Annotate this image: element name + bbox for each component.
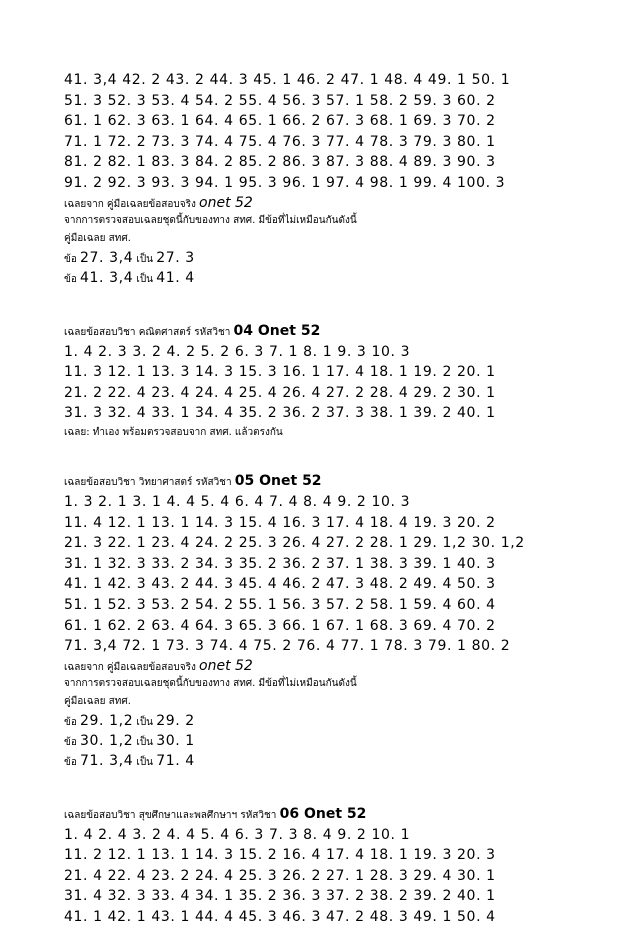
guide-label: คู่มือเฉลย สทศ.	[64, 232, 131, 244]
answer-row: 1. 3 2. 1 3. 1 4. 4 5. 4 6. 4 7. 4 8. 4 9. 2 10. 3	[64, 493, 411, 510]
correction-to: 71. 4	[156, 752, 195, 769]
answer-row: 1. 4 2. 4 3. 2 4. 4 5. 4 6. 3 7. 3 8. 4 9. 2 10. 1	[64, 826, 411, 843]
correction-from: 30. 1,2	[80, 732, 134, 749]
answer-row: 21. 3 22. 1 23. 4 24. 2 25. 3 26. 4 27. 2 28. 1 29. 1,2 30. 1,2	[64, 535, 525, 552]
source-line	[64, 194, 624, 212]
correction-mid: เป็น	[133, 736, 157, 748]
document-page	[64, 70, 624, 928]
answer-row: 31. 4 32. 3 33. 4 34. 1 35. 2 36. 3 37. 2 38. 2 39. 2 40. 1	[64, 888, 496, 905]
correction-from: 41. 3,4	[80, 269, 134, 286]
correction-prefix: ข้อ	[64, 253, 81, 265]
correction-line	[64, 248, 624, 268]
answer-row: 41. 1 42. 3 43. 2 44. 3 45. 4 46. 2 47. 3 48. 2 49. 4 50. 3	[64, 576, 496, 593]
correction-to: 29. 2	[156, 712, 195, 729]
correction-line	[64, 268, 624, 288]
correction-to: 41. 4	[156, 269, 195, 286]
subject-code: 05 Onet 52	[234, 472, 322, 489]
verification-note: จากการตรวจสอบเฉลยชุดนี้กับของทาง สทศ. มีข้อที่ไม่เหมือนกันดังนี้	[64, 214, 357, 226]
correction-prefix: ข้อ	[64, 273, 81, 285]
subject-code: 06 Onet 52	[279, 805, 367, 822]
answer-row: 31. 3 32. 4 33. 1 34. 4 35. 2 36. 2 37. 3 38. 1 39. 2 40. 1	[64, 405, 496, 422]
answer-row: 41. 3,4 42. 2 43. 2 44. 3 45. 1 46. 2 47. 1 48. 4 49. 1 50. 1	[64, 72, 511, 88]
correction-line	[64, 751, 624, 771]
answer-row: 61. 1 62. 2 63. 4 64. 3 65. 3 66. 1 67. 1 68. 3 69. 4 70. 2	[64, 617, 496, 634]
section-heading	[64, 470, 624, 492]
answer-row: 91. 2 92. 3 93. 3 94. 1 95. 3 96. 1 97. 4 98. 1 99. 4 100. 3	[64, 174, 506, 191]
answer-row: 11. 3 12. 1 13. 3 14. 3 15. 3 16. 1 17. 4 18. 1 19. 2 20. 1	[64, 364, 496, 381]
subject-code: 04 Onet 52	[233, 322, 321, 339]
correction-from: 29. 1,2	[80, 712, 134, 729]
correction-prefix: ข้อ	[64, 736, 81, 748]
section-science	[64, 470, 624, 771]
source-onet: onet 52	[199, 657, 253, 674]
source-line	[64, 657, 624, 675]
source-prefix: เฉลยจาก คู่มือเฉลยข้อสอบจริง	[64, 661, 200, 673]
section-health	[64, 803, 624, 928]
answer-row: 21. 4 22. 4 23. 2 24. 4 25. 3 26. 2 27. 1 28. 3 29. 4 30. 1	[64, 867, 496, 884]
answer-row: 71. 1 72. 2 73. 3 74. 4 75. 4 76. 3 77. 4 78. 3 79. 3 80. 1	[64, 133, 496, 150]
answer-row: 11. 4 12. 1 13. 1 14. 3 15. 4 16. 3 17. 4 18. 4 19. 3 20. 2	[64, 514, 496, 531]
answer-row: 21. 2 22. 4 23. 4 24. 4 25. 4 26. 4 27. 2 28. 4 29. 2 30. 1	[64, 384, 496, 401]
correction-to: 27. 3	[156, 249, 195, 266]
answer-row: 51. 3 52. 3 53. 4 54. 2 55. 4 56. 3 57. 1 58. 2 59. 3 60. 2	[64, 92, 496, 109]
guide-label: คู่มือเฉลย สทศ.	[64, 695, 131, 707]
answer-row: 11. 2 12. 1 13. 1 14. 3 15. 2 16. 4 17. 4 18. 1 19. 3 20. 3	[64, 847, 496, 864]
answer-row: 1. 4 2. 3 3. 2 4. 2 5. 2 6. 3 7. 1 8. 1 9. 3 10. 3	[64, 343, 411, 360]
section-heading	[64, 803, 624, 825]
correction-mid: เป็น	[133, 716, 157, 728]
correction-prefix: ข้อ	[64, 716, 81, 728]
correction-prefix: ข้อ	[64, 756, 81, 768]
correction-from: 71. 3,4	[80, 752, 134, 769]
verification-note: จากการตรวจสอบเฉลยชุดนี้กับของทาง สทศ. มีข้อที่ไม่เหมือนกันดังนี้	[64, 677, 357, 689]
section-footer: เฉลย: ทำเอง พร้อมตรวจสอบจาก สทศ. แล้วตรงกัน	[64, 426, 283, 438]
source-prefix: เฉลยจาก คู่มือเฉลยข้อสอบจริง	[64, 198, 200, 210]
answer-row: 61. 1 62. 3 63. 1 64. 4 65. 1 66. 2 67. 3 68. 1 69. 3 70. 2	[64, 113, 496, 130]
heading-text: เฉลยข้อสอบวิชา คณิตศาสตร์ รหัสวิชา	[64, 326, 234, 338]
section-math	[64, 320, 624, 442]
answer-row: 31. 1 32. 3 33. 2 34. 3 35. 2 36. 2 37. 1 38. 3 39. 1 40. 3	[64, 555, 496, 572]
heading-text: เฉลยข้อสอบวิชา วิทยาศาสตร์ รหัสวิชา	[64, 476, 235, 488]
correction-mid: เป็น	[133, 273, 157, 285]
answer-row: 41. 1 42. 1 43. 1 44. 4 45. 3 46. 3 47. 2 48. 3 49. 1 50. 4	[64, 909, 496, 926]
correction-line	[64, 711, 624, 731]
correction-line	[64, 731, 624, 751]
answer-row: 81. 2 82. 1 83. 3 84. 2 85. 2 86. 3 87. 3 88. 4 89. 3 90. 3	[64, 154, 496, 171]
answer-row: 71. 3,4 72. 1 73. 3 74. 4 75. 2 76. 4 77. 1 78. 3 79. 1 80. 2	[64, 638, 511, 655]
correction-mid: เป็น	[133, 253, 157, 265]
source-onet: onet 52	[199, 194, 253, 211]
correction-to: 30. 1	[156, 732, 195, 749]
heading-text: เฉลยข้อสอบวิชา สุขศึกษาและพลศึกษาฯ รหัสวิชา	[64, 809, 280, 821]
answer-row: 51. 1 52. 3 53. 2 54. 2 55. 1 56. 3 57. 2 58. 1 59. 4 60. 4	[64, 596, 496, 613]
section-1	[64, 70, 624, 288]
correction-mid: เป็น	[133, 756, 157, 768]
correction-from: 27. 3,4	[80, 249, 134, 266]
section-heading	[64, 320, 624, 342]
